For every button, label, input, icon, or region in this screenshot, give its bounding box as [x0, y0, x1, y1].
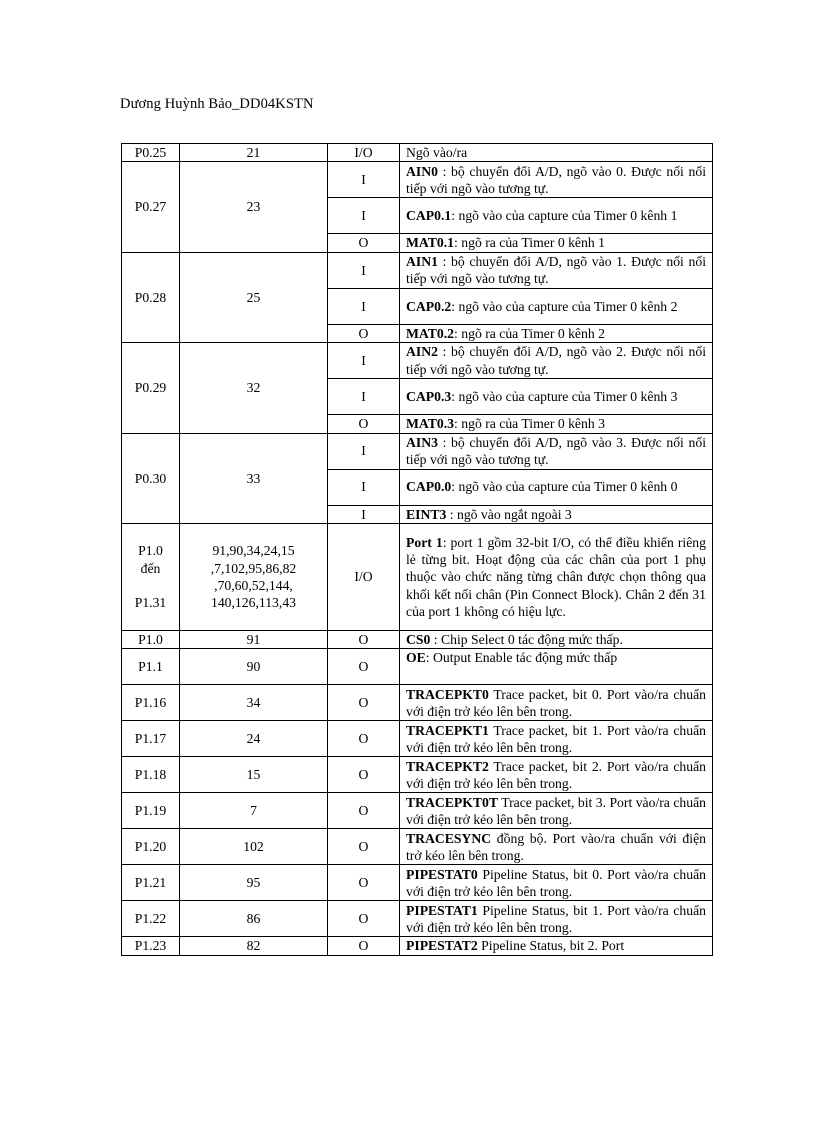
direction-cell: O [328, 324, 400, 342]
function-description: : ngõ vào ngắt ngoài 3 [446, 506, 572, 522]
pin-cell: P1.16 [122, 685, 180, 721]
function-name: CAP0.1 [406, 208, 452, 224]
direction-cell: I/O [328, 524, 400, 631]
description-cell [400, 198, 713, 234]
function-description: Trace packet, bit 0. Port vào/ra chuẩn với điện trở kéo lên bên trong. [406, 686, 706, 719]
description-cell [400, 433, 713, 469]
pin-cell: P0.27 [122, 162, 180, 252]
table-row [122, 343, 713, 379]
pin-number-line: 140,126,113,43 [210, 595, 297, 611]
function-description: Pipeline Status, bit 1. Port vào/ra chuẩn với điện trở kéo lên bên trong. [406, 902, 706, 935]
pin-number-cell: 91 [180, 631, 328, 649]
description-cell [400, 937, 713, 955]
direction-cell: O [328, 649, 400, 685]
function-name: EINT3 [406, 506, 447, 522]
direction-cell: I [328, 505, 400, 523]
table-row [122, 721, 713, 757]
direction-cell: O [328, 793, 400, 829]
function-description: đồng bộ. Port vào/ra chuẩn với điện trở kéo lên bên trong. [406, 830, 706, 863]
function-name: PIPESTAT1 [406, 902, 478, 918]
function-name: TRACEPKT0 [406, 686, 489, 702]
function-description: : bộ chuyển đổi A/D, ngõ vào 2. Được nối nối tiếp với ngõ vào tương tự. [406, 344, 706, 377]
function-description: : bộ chuyển đổi A/D, ngõ vào 0. Được nối nối tiếp với ngõ vào tương tự. [406, 163, 706, 196]
pin-line: P1.31 [134, 595, 167, 611]
table-row [122, 433, 713, 469]
function-description: Trace packet, bit 3. Port vào/ra chuẩn với điện trở kéo lên bên trong. [406, 794, 706, 827]
description-cell [400, 252, 713, 288]
table-row [122, 649, 713, 685]
function-description: : ngõ ra của Timer 0 kênh 3 [454, 416, 605, 432]
pin-number-cell: 24 [180, 721, 328, 757]
pin-cell: P1.22 [122, 901, 180, 937]
pin-cell: P1.1 [122, 649, 180, 685]
pin-cell: P1.21 [122, 865, 180, 901]
pin-cell: P1.0 [122, 631, 180, 649]
function-name: AIN0 [406, 163, 438, 179]
direction-cell: O [328, 234, 400, 252]
direction-cell: I [328, 162, 400, 198]
direction-cell: I [328, 288, 400, 324]
function-name: CAP0.0 [406, 479, 452, 495]
function-name: MAT0.1 [406, 235, 455, 251]
pin-cell [122, 524, 180, 631]
description-cell [400, 865, 713, 901]
function-description: : ngõ vào của capture của Timer 0 kênh 0 [451, 479, 678, 495]
table-row [122, 865, 713, 901]
pin-line: đến [140, 560, 161, 576]
function-name: CAP0.2 [406, 298, 452, 314]
pin-number-cell: 25 [180, 252, 328, 342]
function-name: TRACEPKT2 [406, 758, 489, 774]
description-cell [400, 901, 713, 937]
direction-cell: I [328, 433, 400, 469]
function-name: PIPESTAT2 [406, 938, 478, 954]
pin-cell: P1.23 [122, 937, 180, 955]
table-row [122, 631, 713, 649]
description-cell [400, 685, 713, 721]
description-cell [400, 649, 713, 685]
function-name: AIN2 [406, 344, 438, 360]
table-row [122, 793, 713, 829]
table-row [122, 162, 713, 198]
pin-cell: P0.28 [122, 252, 180, 342]
pin-number-cell [180, 524, 328, 631]
description-cell [400, 721, 713, 757]
pin-number-cell: 32 [180, 343, 328, 433]
pin-cell: P0.30 [122, 433, 180, 523]
function-description: : bộ chuyển đổi A/D, ngõ vào 3. Được nối nối tiếp với ngõ vào tương tự. [406, 434, 706, 468]
function-description: : Output Enable tác động mức thấp [425, 650, 618, 666]
pin-cell: P1.17 [122, 721, 180, 757]
direction-cell: O [328, 829, 400, 865]
direction-cell: O [328, 721, 400, 757]
pin-number-cell: 102 [180, 829, 328, 865]
pin-cell: P1.19 [122, 793, 180, 829]
function-name: MAT0.2 [406, 325, 455, 341]
function-name: CAP0.3 [406, 389, 452, 405]
function-name: MAT0.3 [406, 416, 455, 432]
pin-number-cell: 86 [180, 901, 328, 937]
pin-table [121, 143, 713, 956]
function-name: AIN1 [406, 253, 438, 269]
table-row [122, 937, 713, 955]
description-cell [400, 524, 713, 631]
description-cell [400, 379, 713, 415]
table-row [122, 685, 713, 721]
table-row [122, 144, 713, 162]
pin-number-line: ,70,60,52,144, [214, 578, 293, 594]
pin-number-cell: 95 [180, 865, 328, 901]
pin-number-line: ,7,102,95,86,82 [210, 560, 297, 576]
description-cell [400, 288, 713, 324]
table-row [122, 901, 713, 937]
pin-cell: P1.20 [122, 829, 180, 865]
direction-cell: O [328, 685, 400, 721]
function-description: : bộ chuyển đổi A/D, ngõ vào 1. Được nối nối tiếp với ngõ vào tương tự. [406, 253, 706, 287]
function-name: CS0 [406, 632, 431, 648]
function-description: Ngõ vào/ra [406, 145, 468, 160]
pin-number-cell: 90 [180, 649, 328, 685]
direction-cell: O [328, 901, 400, 937]
direction-cell: I [328, 198, 400, 234]
pin-number-cell: 15 [180, 757, 328, 793]
function-name: TRACEPKT0T [406, 794, 499, 810]
function-description: : ngõ vào của capture của Timer 0 kênh 3 [451, 389, 678, 405]
description-cell [400, 415, 713, 433]
direction-cell: I [328, 343, 400, 379]
pin-number-cell: 23 [180, 162, 328, 252]
description-cell [400, 829, 713, 865]
function-description: Trace packet, bit 2. Port vào/ra chuẩn với điện trở kéo lên bên trong. [406, 758, 706, 791]
pin-line: P1.0 [138, 543, 163, 559]
table-row [122, 757, 713, 793]
description-cell [400, 793, 713, 829]
function-name: PIPESTAT0 [406, 866, 478, 882]
function-description: : ngõ ra của Timer 0 kênh 1 [454, 235, 605, 251]
description-cell [400, 343, 713, 379]
description-cell [400, 234, 713, 252]
function-name: AIN3 [406, 434, 438, 450]
function-description: : ngõ vào của capture của Timer 0 kênh 2 [451, 298, 678, 314]
function-description: Pipeline Status, bit 0. Port vào/ra chuẩn với điện trở kéo lên bên trong. [406, 866, 706, 899]
pin-number-cell: 33 [180, 433, 328, 523]
description-cell [400, 757, 713, 793]
pin-number-cell: 82 [180, 937, 328, 955]
function-description: : Chip Select 0 tác động mức thấp. [430, 632, 623, 648]
function-name: TRACEPKT1 [406, 722, 489, 738]
direction-cell: O [328, 937, 400, 955]
description-cell [400, 469, 713, 505]
function-description: Trace packet, bit 1. Port vào/ra chuẩn với điện trở kéo lên bên trong. [406, 722, 706, 755]
pin-number-line: 91,90,34,24,15 [212, 543, 295, 559]
table-row [122, 252, 713, 288]
pin-number-cell: 7 [180, 793, 328, 829]
pin-number-cell: 34 [180, 685, 328, 721]
direction-cell: O [328, 757, 400, 793]
direction-cell: I [328, 469, 400, 505]
direction-cell: O [328, 865, 400, 901]
function-description: Pipeline Status, bit 2. Port [477, 938, 625, 954]
table-row [122, 829, 713, 865]
page-header: Dương Huỳnh Bảo_DD04KSTN [120, 96, 314, 112]
pin-cell: P0.29 [122, 343, 180, 433]
direction-cell: O [328, 415, 400, 433]
pin-number-cell: 21 [180, 144, 328, 162]
function-description: : ngõ ra của Timer 0 kênh 2 [454, 325, 605, 341]
direction-cell: O [328, 631, 400, 649]
function-name: OE [406, 650, 426, 666]
direction-cell: I [328, 252, 400, 288]
pin-line [128, 577, 173, 594]
pin-cell: P1.18 [122, 757, 180, 793]
description-cell [400, 631, 713, 649]
description-cell [400, 324, 713, 342]
table-row [122, 524, 713, 631]
function-name: Port 1 [406, 534, 443, 550]
description-cell [400, 162, 713, 198]
function-description: : port 1 gồm 32-bit I/O, có thể điều khiển riêng lẻ từng bit. Hoạt động của các chân của port 1 phụ thuộc vào chức năng từng chân được chọn thông qua khối kết nối chân (Pin Connect Block). Chân 2 đến 31 của port 1 không có hiệu lực. [406, 534, 706, 620]
direction-cell: I [328, 379, 400, 415]
pin-cell: P0.25 [122, 144, 180, 162]
direction-cell: I/O [328, 144, 400, 162]
description-cell [400, 144, 713, 162]
function-description: : ngõ vào của capture của Timer 0 kênh 1 [451, 208, 678, 224]
description-cell [400, 505, 713, 523]
function-name: TRACESYNC [406, 830, 492, 846]
